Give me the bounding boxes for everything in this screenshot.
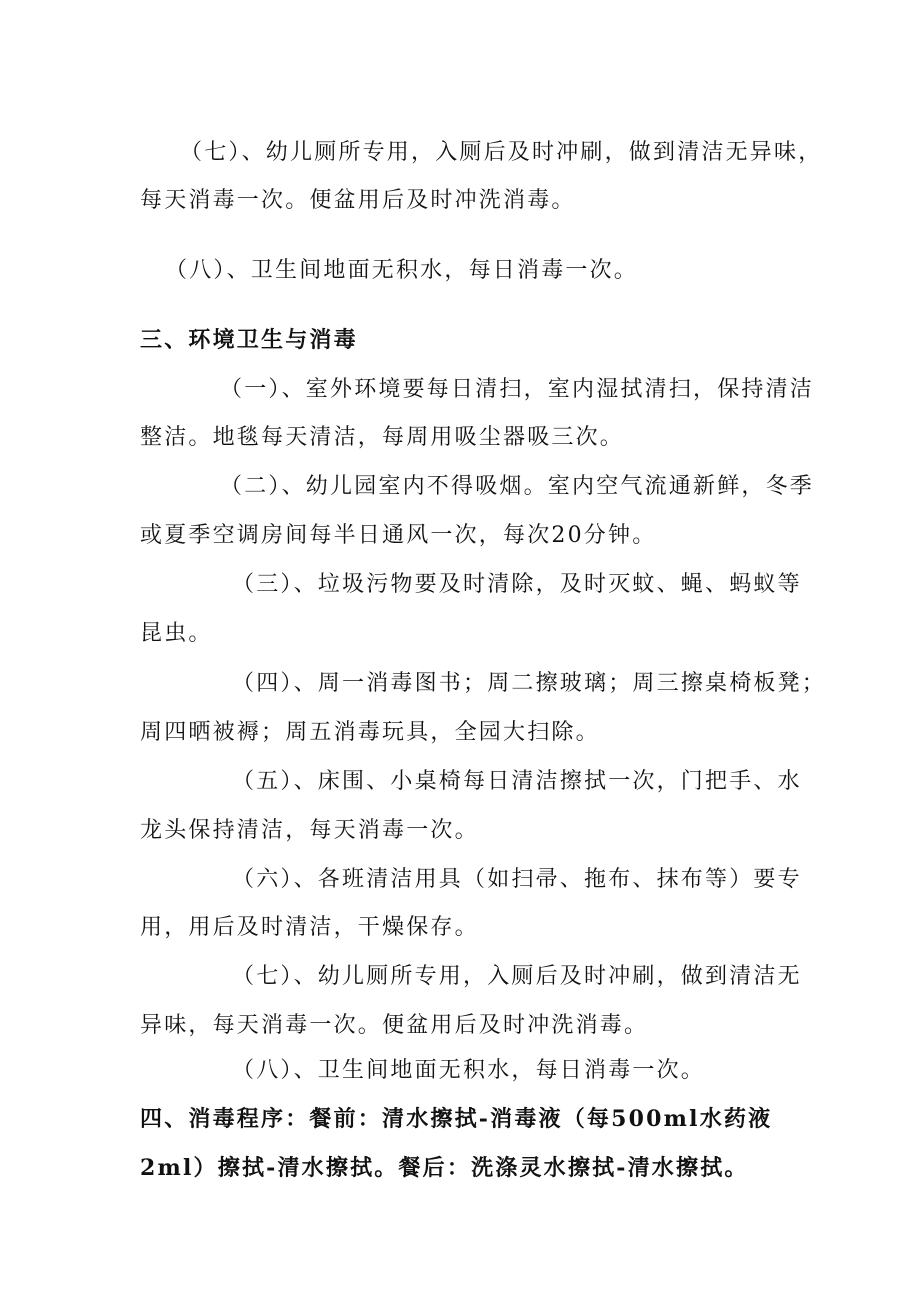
paragraph-line: 龙头保持清洁，每天消毒一次。 [140, 818, 479, 843]
paragraph-line: （八）、卫生间地面无积水，每日消毒一次。 [232, 1058, 706, 1083]
paragraph-line: （六）、各班清洁用具（如扫帚、拖布、抹布等）要专 [232, 867, 802, 892]
section-heading: 四、消毒程序：餐前：清水擦拭-消毒液（每500ml水药液 [140, 1106, 773, 1132]
paragraph-line: 或夏季空调房间每半日通风一次，每次20分钟。 [140, 523, 657, 548]
paragraph-line: 昆虫。 [140, 621, 213, 646]
paragraph-line: （七）、幼儿厕所专用，入厕后及时冲刷，做到清洁无异味， [180, 140, 823, 165]
paragraph-line: 周四晒被褥；周五消毒玩具，全园大扫除。 [140, 720, 600, 745]
paragraph-line: （三）、垃圾污物要及时清除，及时灭蚊、蝇、蚂蚁等 [232, 572, 802, 597]
paragraph-line: 用，用后及时清洁，干燥保存。 [140, 915, 479, 940]
paragraph-line: 整洁。地毯每天清洁，每周用吸尘器吸三次。 [140, 425, 625, 450]
paragraph-line: （一）、室外环境要每日清扫，室内湿拭清扫，保持清洁 [220, 377, 815, 402]
paragraph-line: （二）、幼儿园室内不得吸烟。室内空气流通新鲜，冬季 [220, 474, 815, 499]
paragraph-line: 异味，每天消毒一次。便盆用后及时冲洗消毒。 [140, 1013, 649, 1038]
paragraph-line: 每天消毒一次。便盆用后及时冲洗消毒。 [140, 188, 576, 213]
paragraph-line: （八）、卫生间地面无积水，每日消毒一次。 [165, 258, 639, 283]
section-heading: 三、环境卫生与消毒 [140, 327, 358, 353]
paragraph-line: （五）、床围、小桌椅每日清洁擦拭一次，门把手、水 [232, 769, 802, 794]
section-heading-continued: 2ml）擦拭-清水擦拭。餐后：洗涤灵水擦拭-清水擦拭。 [140, 1155, 749, 1181]
paragraph-line: （七）、幼儿厕所专用，入厕后及时冲刷，做到清洁无 [232, 964, 802, 989]
paragraph-line: （四）、周一消毒图书；周二擦玻璃；周三擦桌椅板凳； [232, 671, 827, 696]
